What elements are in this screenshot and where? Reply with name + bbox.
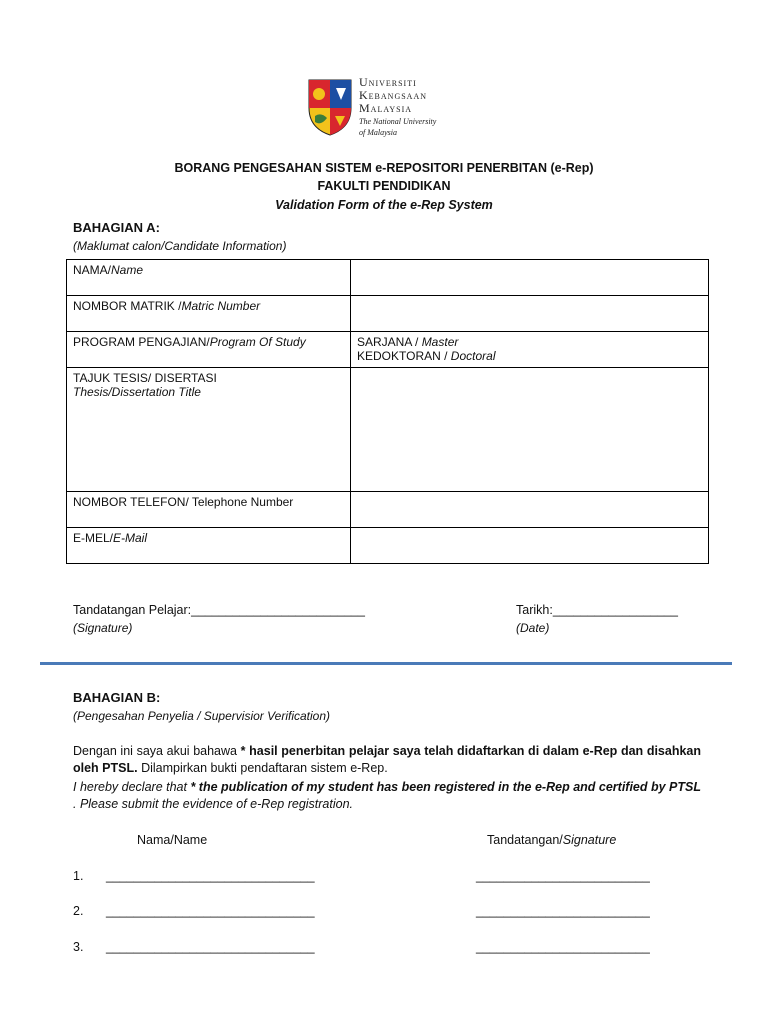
option-master-label-en: Master xyxy=(421,335,459,349)
option-doctoral-label-en: Doctoral xyxy=(450,349,496,363)
supervisor-signature-line-3[interactable]: _________________________ xyxy=(476,940,650,954)
declaration-malay xyxy=(73,743,701,777)
program-label-cell xyxy=(67,332,351,368)
table-row xyxy=(67,368,709,492)
column-signature-label-en: Signature xyxy=(562,833,617,847)
name-field[interactable] xyxy=(351,260,709,296)
program-label: PROGRAM PENGAJIAN/ xyxy=(73,335,210,349)
name-label-cell xyxy=(67,260,351,296)
table-row xyxy=(67,492,709,528)
matric-field[interactable] xyxy=(351,296,709,332)
university-logo xyxy=(305,72,465,136)
part-a-heading: BAHAGIAN A: xyxy=(73,220,160,235)
candidate-info-table xyxy=(66,259,709,564)
column-signature-label: Tandatangan/ xyxy=(487,833,563,847)
student-signature-line[interactable]: Tandatangan Pelajar:_________________________ xyxy=(73,603,365,617)
declaration-malay-part-3: Dilampirkan bukti pendaftaran sistem e-Rep. xyxy=(137,761,388,775)
option-doctoral-label: KEDOKTORAN / xyxy=(357,349,451,363)
name-label: NAMA/ xyxy=(73,263,112,277)
table-row xyxy=(67,528,709,564)
table-row xyxy=(67,332,709,368)
logo-line-2: Kebangsaan xyxy=(359,88,428,102)
logo-sub-2: of Malaysia xyxy=(359,128,397,137)
date-caption: (Date) xyxy=(516,621,550,635)
faculty-title: FAKULTI PENDIDIKAN xyxy=(317,179,451,193)
university-crest-icon xyxy=(305,78,355,136)
matric-label: NOMBOR MATRIK / xyxy=(73,299,182,313)
declaration-malay-part-2: * hasil penerbitan pelajar saya telah didaftarkan di dalam e-Rep dan disahkan oleh PTSL. xyxy=(73,744,702,775)
declaration-en-part-2: * the publication of my student has been registered in the e-Rep and certified by PTSL xyxy=(190,780,702,794)
program-label-en: Program Of Study xyxy=(209,335,306,349)
table-row xyxy=(67,260,709,296)
signature-caption: (Signature) xyxy=(73,621,133,635)
form-subtitle-en: Validation Form of the e-Rep System xyxy=(275,198,493,212)
supervisor-name-line-1[interactable]: ______________________________ xyxy=(106,869,315,883)
declaration-english xyxy=(73,779,701,813)
option-master-label: SARJANA / xyxy=(357,335,422,349)
phone-label: NOMBOR TELEFON/ Telephone Number xyxy=(73,495,294,509)
option-doctoral[interactable] xyxy=(357,349,702,363)
part-b-heading: BAHAGIAN B: xyxy=(73,690,161,705)
thesis-label-cell xyxy=(67,368,351,492)
logo-line-1: Universiti xyxy=(359,75,417,89)
thesis-field[interactable] xyxy=(351,368,709,492)
name-label-en: Name xyxy=(111,263,144,277)
matric-label-cell xyxy=(67,296,351,332)
email-label: E-MEL/ xyxy=(73,531,114,545)
email-label-cell xyxy=(67,528,351,564)
part-b-subheading: (Pengesahan Penyelia / Supervisior Verification) xyxy=(73,709,331,723)
thesis-label-en: Thesis/Dissertation Title xyxy=(73,385,201,399)
declaration-en-part-1: I hereby declare that xyxy=(73,780,191,794)
phone-label-cell xyxy=(67,492,351,528)
date-line[interactable]: Tarikh:__________________ xyxy=(516,603,678,617)
program-options[interactable] xyxy=(351,332,709,368)
declaration-en-part-3: . Please submit the evidence of e-Rep registration. xyxy=(73,797,354,811)
table-row xyxy=(67,296,709,332)
column-signature-header xyxy=(487,833,616,847)
supervisor-signature-line-1[interactable]: _________________________ xyxy=(476,869,650,883)
entry-number: 3. xyxy=(73,940,84,954)
thesis-label: TAJUK TESIS/ DISERTASI xyxy=(73,371,217,385)
email-label-en: E-Mail xyxy=(113,531,148,545)
form-title: BORANG PENGESAHAN SISTEM e-REPOSITORI PENERBITAN (e-Rep) xyxy=(174,161,594,175)
supervisor-name-line-2[interactable]: ______________________________ xyxy=(106,904,315,918)
email-field[interactable] xyxy=(351,528,709,564)
supervisor-name-line-3[interactable]: ______________________________ xyxy=(106,940,315,954)
logo-line-3: Malaysia xyxy=(359,101,413,115)
entry-number: 2. xyxy=(73,904,84,918)
phone-field[interactable] xyxy=(351,492,709,528)
supervisor-signature-line-2[interactable]: _________________________ xyxy=(476,904,650,918)
section-divider xyxy=(40,662,732,665)
logo-sub-1: The National University xyxy=(359,117,437,126)
matric-label-en: Matric Number xyxy=(181,299,261,313)
entry-number: 1. xyxy=(73,869,84,883)
part-a-subheading: (Maklumat calon/Candidate Information) xyxy=(73,239,287,253)
option-master[interactable] xyxy=(357,335,702,349)
declaration-malay-part-1: Dengan ini saya akui bahawa xyxy=(73,744,241,758)
column-name-header: Nama/Name xyxy=(137,833,208,847)
